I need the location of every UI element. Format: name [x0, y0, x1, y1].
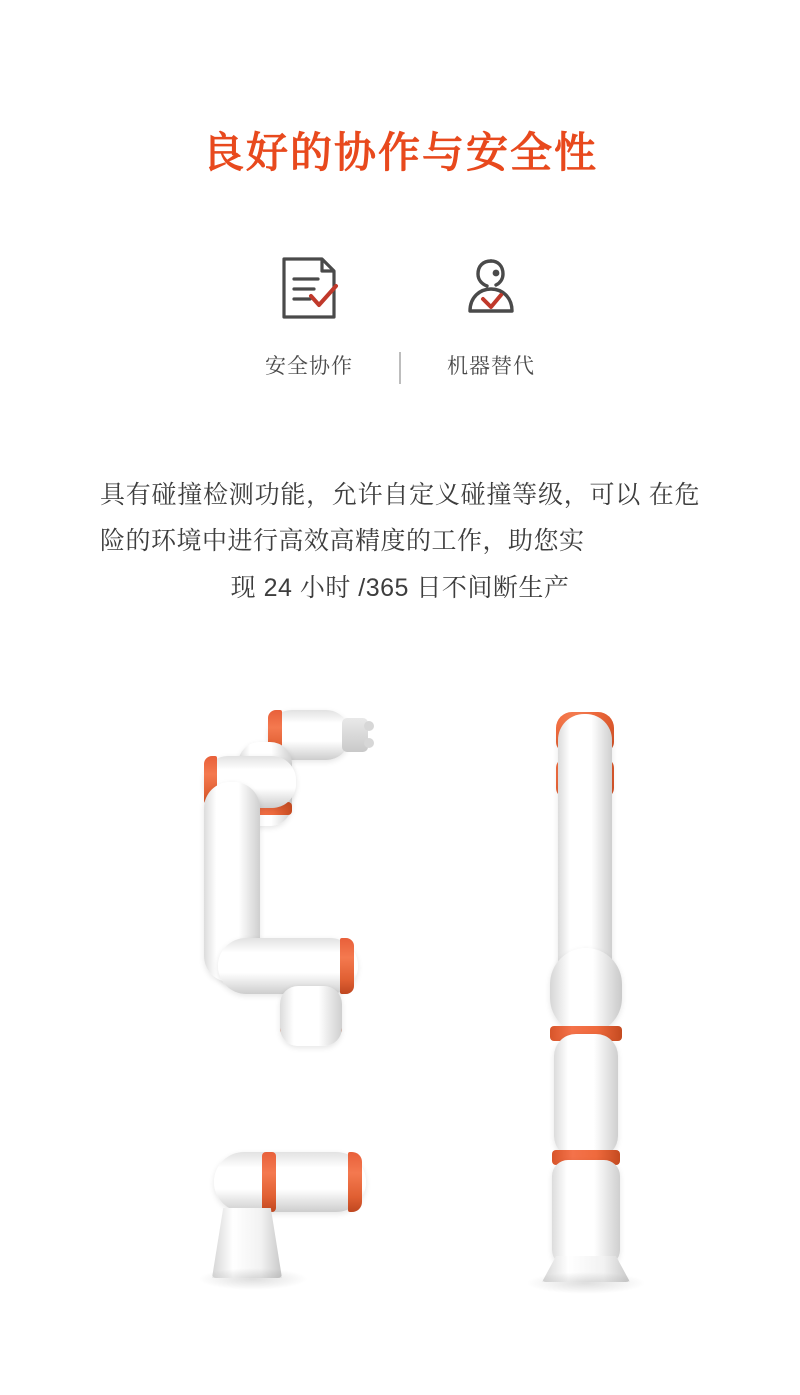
robot-ground-shadow	[198, 1268, 308, 1290]
robot-link-shoulder	[280, 986, 342, 1046]
description-paragraph	[100, 472, 700, 611]
robot-elbow-bulge	[550, 948, 622, 1034]
page-title: 良好的协作与安全性	[201, 129, 598, 176]
robot-lower-shaft	[552, 1160, 620, 1266]
feature-row	[0, 248, 800, 384]
feature-label: 安全协作	[265, 355, 353, 378]
robot-ground-shadow	[526, 1272, 646, 1294]
description-line-1: 具有碰撞检测功能，允许自定义碰撞等级，可以	[100, 481, 641, 509]
feature-item-machine-replacement	[401, 248, 581, 380]
robot-base-arm	[214, 1152, 366, 1212]
robot-tool-pin-2	[364, 738, 374, 748]
feature-item-safe-collaboration	[219, 248, 399, 380]
robot-middle-shaft	[554, 1034, 618, 1158]
robot-joint-ring-3	[340, 938, 354, 994]
robot-tool-pin-1	[364, 721, 374, 731]
checklist-document-icon	[278, 248, 340, 328]
description-line-2: 在危险的环境中进行高效高精度的工作，助您实	[100, 481, 700, 556]
robot-arm-folded-pose	[190, 690, 410, 1330]
person-replacement-icon	[460, 248, 522, 328]
robot-joint-ring-0	[348, 1152, 362, 1212]
robot-arm-upright-pose	[520, 690, 680, 1330]
product-illustration	[0, 690, 800, 1330]
robot-joint-ring-1	[262, 1152, 276, 1212]
description-line-3: 现 24 小时 /365 日不间断生产	[230, 573, 570, 602]
feature-label: 机器替代	[447, 355, 535, 378]
robot-link-lower-horizontal	[218, 938, 358, 994]
